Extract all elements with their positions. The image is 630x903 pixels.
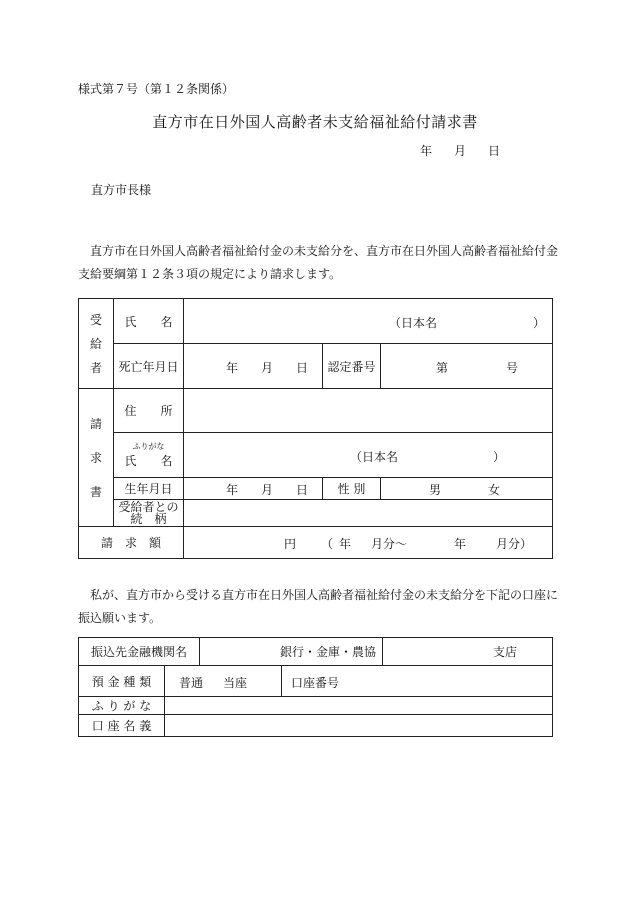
claimant-japanese-name-open: （日本名 (350, 450, 399, 464)
claimant-relation-label: 受給者との 続 柄 (114, 500, 184, 527)
holder-furigana-label: ふ り が な (79, 697, 165, 715)
amount-month-to: 月分） (496, 537, 533, 551)
cert-prefix: 第 (436, 361, 449, 375)
amount-field[interactable] (184, 527, 553, 559)
cert-suffix: 号 (506, 361, 519, 375)
claimant-sex-label: 性 別 (323, 478, 381, 500)
death-date-month: 月 (261, 361, 274, 375)
sex-female[interactable]: 女 (488, 483, 501, 497)
date-day-label: 日 (488, 144, 501, 158)
claimant-address-label: 住 所 (114, 389, 184, 433)
recipient-section-label: 受 給 者 (79, 299, 114, 389)
deposit-row (165, 666, 553, 697)
amount-open-paren: （ (321, 537, 334, 551)
cert-number-label: 認定番号 (323, 344, 381, 389)
death-date-field[interactable] (184, 344, 323, 389)
request-table (78, 298, 553, 559)
amount-year-from: 年 (339, 537, 352, 551)
deposit-ordinary[interactable]: 普通 (179, 676, 204, 690)
addressee: 直方市長様 (91, 183, 152, 197)
institution-field[interactable]: 銀行・金庫・農協 (200, 638, 383, 666)
amount-yen: 円 (284, 537, 297, 551)
cert-number-field[interactable] (381, 344, 553, 389)
claimant-name-field[interactable] (184, 433, 553, 478)
claimant-japanese-name-close: ） (493, 450, 506, 464)
account-number-field[interactable] (365, 666, 553, 696)
amount-year-to: 年 (454, 537, 467, 551)
recipient-japanese-name-open: （日本名 (389, 316, 438, 330)
holder-name-label: 口 座 名 義 (79, 715, 165, 737)
sex-male[interactable]: 男 (429, 483, 442, 497)
death-date-year: 年 (226, 361, 239, 375)
date-month-label: 月 (454, 144, 467, 158)
branch-field[interactable]: 支店 (383, 638, 553, 666)
amount-label: 請 求 額 (79, 527, 184, 559)
birth-month: 月 (261, 483, 274, 497)
birth-year: 年 (226, 483, 239, 497)
holder-furigana-field[interactable] (165, 697, 553, 715)
recipient-japanese-name-close: ） (533, 316, 546, 330)
amount-month-from: 月分～ (371, 537, 408, 551)
intro-paragraph: 直方市在日外国人高齢者福祉給付金の未支給分を、直方市在日外国人高齢者福祉給付金支給要綱第１２条３項の規定により請求します。 (78, 244, 559, 281)
account-number-label: 口座番号 (291, 676, 340, 690)
claimant-address-field[interactable] (184, 389, 553, 433)
death-date-day: 日 (296, 361, 309, 375)
claimant-furigana-label: ふりがな (132, 441, 165, 451)
page-title: 直方市在日外国人高齢者未支給福祉給付請求書 (152, 113, 478, 131)
claimant-relation-field[interactable] (184, 500, 553, 527)
deposit-type-label: 預 金 種 類 (79, 666, 165, 697)
claimant-birth-field[interactable] (184, 478, 323, 500)
transfer-paragraph: 私が、直方市から受ける直方市在日外国人高齢者福祉給付金の未支給分を下記の口座に振込願います。 (78, 588, 559, 625)
claimant-sex-field[interactable] (381, 478, 553, 500)
date-year-label: 年 (420, 144, 433, 158)
bank-table (78, 637, 553, 737)
form-number: 様式第７号（第１２条関係） (78, 82, 235, 96)
deposit-divider (281, 666, 282, 696)
recipient-name-label: 氏 名 (114, 299, 184, 344)
recipient-name-field[interactable] (184, 299, 553, 344)
birth-day: 日 (296, 483, 309, 497)
claimant-birth-label: 生年月日 (114, 478, 184, 500)
institution-label: 振込先金融機関名 (79, 638, 200, 666)
deposit-current[interactable]: 当座 (223, 676, 248, 690)
death-date-label: 死亡年月日 (114, 344, 184, 389)
claimant-section-label: 請 求 書 (79, 389, 114, 527)
claimant-name-label: ふりがな 氏 名 (114, 433, 184, 478)
holder-name-field[interactable] (165, 715, 553, 737)
